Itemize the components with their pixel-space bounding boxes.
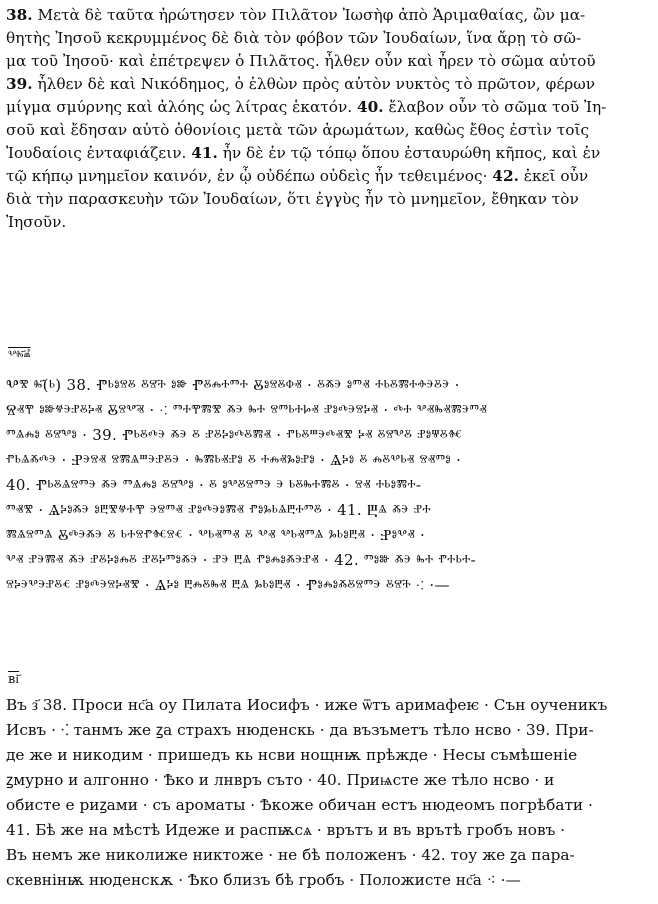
greek-line [6,165,652,188]
cyrillic-text-block [6,693,652,893]
glagolitic-line: ⱅⱏⰺ · Ⱑⰽⱁⰶⰵ ⱁⰱⰺⱍⰰⰹ ⰵⱄⱅⱏ ⱀⱁⰴⰵⱁⰿⱏ ⱂⱁⰳⱃⱑⰱⰰⱅⰻ · 41. Ⰱⱑ ⰶⰵ ⱀⰰ [6,501,431,519]
glagolitic-line: ⰿⱑⱄⱅⱑ Ⰻⰴⰵⰶⰵ ⰻ ⱃⰰⱄⱂⱙⱄⱔ · ⰲⱃⱏⱅⱏ ⰻ ⰲⱏ ⰲⱃⱏⱅⱑ ⰳⱃⱁⰱⱏ · Ⱀⱁⰲⱏ · [6,526,426,544]
line-text: Ἰησοῦν. [6,213,67,231]
cyrillic-line: обисте е риꙁами · съ ароматы · Ѣкоже обичан естъ нюдеомъ погрѣбати · [6,796,593,814]
line-text: ἦλθεν δὲ καὶ Νικόδημος, ὁ ἐλθὼν πρὸς αὐτὸν νυκτὸς τὸ πρῶτον, φέρων [32,75,596,93]
greek-line [6,73,652,96]
line-text: διὰ τὴν παρασκευὴν τῶν Ἰουδαίων, ὅτι ἐγγὺς ἦν τὸ μνημεῖον, ἔθηκαν τὸν [6,190,579,208]
greek-line [6,4,652,27]
glagolitic-section-label: ⰲⰸ҃ⰼ [8,348,31,363]
greek-line [6,96,652,119]
glagolitic-line: 40. Ⱂⱃⰻⱑⱄⱅⰵ ⰶⰵ ⱅⱑⰾⱁ ⰻⱄ҃ⰲⱁ · ⰻ ⱁⰲⰻⱄⱅⰵ ⰵ ⱃⰻⰸⰰⰿⰻ · ⱄⱏ ⰰⱃⱁⰿⰰ- [6,476,422,494]
greek-line [6,142,652,165]
cyrillic-line: Въ з҃ 38. Проси нс҃а оу Пилата Иосифъ · иже ѿтъ аримафеѥ · Сън оученикъ [6,696,608,714]
line-text: μίγμα σμύρνης καὶ ἀλόης ὡς λίτρας ἑκατόν. [6,98,357,116]
line-text: Μετὰ δὲ ταῦτα ἠρώτησεν τὸν Πιλᾶτον Ἰωσὴφ ἀπὸ Ἁριμαθαίας, ὢν μα- [32,6,586,24]
verse-number: 42. [492,167,519,185]
cyrillic-line: скевнінѭ нюденскѫ · Ѣко близъ бѣ гробъ · Положисте нс҃а ⁖ ·— [6,871,521,889]
glagolitic-line: ⱂⱃⱑⰶⰴⰵ · Ⱀⰵⱄⱏ ⱄⰿⱑⱎⰵⱀⰻⰵ · ⰸⰿⱃⱏⱀⱁ ⰻ ⰰⰾⱏⰳⱁⱀⱁ · Ⱑⰽⱁ ⰻ ⰾⰻⰲⱃⱏ ⱄⱏⱅⱁ · [6,451,462,469]
verse-number: 41. [191,144,218,162]
line-text: σοῦ καὶ ἔδησαν αὐτὸ ὀθονίοις μετὰ τῶν ἀρωμάτων, καθὼς ἔθος ἐστὶν τοῖς [6,121,590,139]
greek-line [6,27,652,50]
line-text: μα τοῦ Ἰησοῦ· καὶ ἐπέτρεψεν ὁ Πιλᾶτος. ἦλθεν οὖν καὶ ἦρεν τὸ σῶμα αὐτοῦ [6,52,596,70]
greek-line [6,211,652,234]
cyrillic-line: Исвъ · ⁖ танмъ же ꙁа страхъ нюденскь · да възъметъ тѣло нсвo · 39. При- [6,721,594,739]
greek-line [6,50,652,73]
cyrillic-line: де же и никодим · пришедъ кь нсви нощнѭ прѣжде · Несы съмѣшенiе [6,746,578,764]
line-text: ἐκεῖ οὖν [518,167,589,185]
line-text: ἔλαβον οὖν τὸ σῶμα τοῦ Ἰη- [383,98,607,116]
cyrillic-line: Въ немъ же николиже никтоже · не бѣ положенъ · 42. тоу же ꙁа пара- [6,846,575,864]
glagolitic-line: ⱄⰽⰵⰲⰵⱀⰻⱔ ⱀⱁⰴⰵⱄⰽⱏⰺ · Ⱑⰽⱁ ⰱⰾⰻⰸⱏ ⰱⱑ ⰳⱃⱁⰱⱏ · Ⱂⱁⰾⱁⰶⰻⱄⱅⰵ ⰻⱄ҃ⰰ ⁖ ·— [6,576,450,594]
glagolitic-line: Ⰲⰺ ⰸ҃(ⱃ) 38. Ⱂⱃⱁⱄⰻ ⰻⱄ҃ⰰ ⱁⱆ Ⱂⰻⰾⰰⱅⰰ Ⰻⱁⱄⰻⱇⱏ · ⰻⰶⰵ ⱁⱅⱏ ⰰⱃⰻⰿⰰⱚⰵⰻⰵ · [6,376,460,394]
verse-number: 39. [6,75,33,93]
glagolitic-line: ⰲⱏ ⱀⰵⰿⱏ ⰶⰵ ⱀⰻⰽⱁⰾⰻ ⱀⰻⰽⱅⱁⰶⰵ · ⱀⰵ ⰱⱑ ⱂⱁⰾⱁⰶⰵⱀⱏ · 42. ⱅⱁⱆ ⰶⰵ ⰸⰰ ⱂⰰⱃⰰ- [6,551,476,569]
cyrillic-section-label: ві҃ [8,672,19,687]
line-text: τῷ κήπῳ μνημεῖον καινόν, ἐν ᾧ οὐδέπω οὐδεὶς ἦν τεθειμένος· [6,167,493,185]
line-text: θητὴς Ἰησοῦ κεκρυμμένος δὲ διὰ τὸν φόβον τῶν Ἰουδαίων, ἵνα ἄρῃ τὸ σῶ- [6,29,582,47]
line-text: Ἰουδαίοις ἐνταφιάζειν. [6,144,192,162]
verse-number: 40. [356,98,384,116]
cyrillic-line: 41. Бѣ же на мѣстѣ Идеже и распѭсѧ · врътъ и въ врътѣ гробъ новъ · [6,821,566,839]
greek-line [6,188,652,211]
greek-text-block [6,4,652,234]
greek-line [6,119,652,142]
glagolitic-line: Ⱄⱏⰹ ⱁⱆⱍⰵⱀⰻⰽⱏ Ⰻⱄⰲ҃ⱏ · ⁖ ⱅⰰⰹⰿⰺ ⰶⰵ ⰸⰰ ⱄⱅⱃⰰⱈⱏ ⱀⱁⰴⰵⱄⰽⱏ · ⰴⰰ ⰲⱏⰸⱏⰿⰵⱅⱏ [6,401,488,419]
verse-number: 38. [6,6,33,24]
glagolitic-line: ⱅⱑⰾⱁ ⰻⱄ҃ⰲⱁ · 39. Ⱂⱃⰻⰴⰵ ⰶⰵ ⰻ ⱀⰻⰽⱁⰴⰻⰿⱏ · ⱂⱃⰻⱎⰵⰴⱏⰺ ⰽⱏ ⰻⱄ҃ⰲⰻ ⱀⱁⱋⰻⱙ [6,426,463,444]
glagolitic-text-block [6,373,652,598]
cyrillic-line: ꙁмурно и алгонно · Ѣко и лнвръ съто · 40. Приѩсте же тѣло нсвo · и [6,771,555,789]
line-text: ἦν δὲ ἐν τῷ τόπῳ ὅπου ἐσταυρώθη κῆπος, καὶ ἐν [217,144,601,162]
